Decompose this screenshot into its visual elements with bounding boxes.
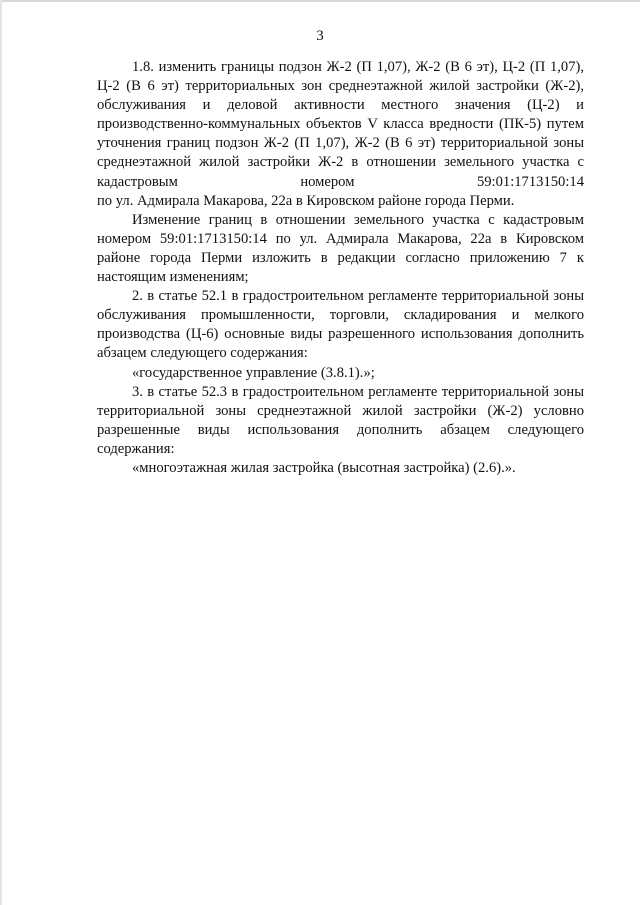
scan-edge-left xyxy=(0,0,2,905)
document-body xyxy=(97,58,584,478)
paragraph-1-8-main: 1.8. изменить границы подзон Ж-2 (П 1,07), Ж-2 (В 6 эт), Ц-2 (П 1,07), Ц-2 (В 6 эт) территориальных зон среднеэтажной жилой застройки (Ж-2), обслуживания и деловой активности местного значения (Ц-2) и производственно-коммунальных объектов V класса вредности (ПК-5) путем уточнения границ подзон Ж-2 (П 1,07), Ж-2 (В 6 эт) территориальной зоны среднеэтажной жилой застройки Ж-2 в отношении земельного участка с кадастровым номером 59:01:1713150:14 xyxy=(97,59,584,190)
scan-edge-top xyxy=(0,0,640,2)
page-number: 3 xyxy=(316,28,324,44)
paragraph-2: 2. в статье 52.1 в градостроительном регламенте территориальной зоны обслуживания промышленности, торговли, складирования и мелкого производства (Ц-6) основные виды разрешенного использования дополнить абзацем следующего содержания: xyxy=(97,288,584,362)
paragraph-1-8 xyxy=(97,58,584,192)
paragraph-1-8-address: по ул. Адмирала Макарова, 22а в Кировском районе города Перми. xyxy=(97,192,515,209)
paragraph-3-quote: «многоэтажная жилая застройка (высотная застройка) (2.6).». xyxy=(132,459,516,476)
paragraph-2-quote: «государственное управление (3.8.1).»; xyxy=(132,364,375,381)
paragraph-3: 3. в статье 52.3 в градостроительном регламенте территориальной зоны территориальной зоны среднеэтажной жилой застройки (Ж-2) условно разрешенные виды использования дополнить абзацем следующего содержания: xyxy=(97,383,584,457)
paragraph-boundary-change: Изменение границ в отношении земельного участка с кадастровым номером 59:01:1713150:14 по ул. Адмирала Макарова, 22а в Кировском районе города Перми изложить в редакции согласно приложению 7 к настоящим изменениям; xyxy=(97,211,584,286)
